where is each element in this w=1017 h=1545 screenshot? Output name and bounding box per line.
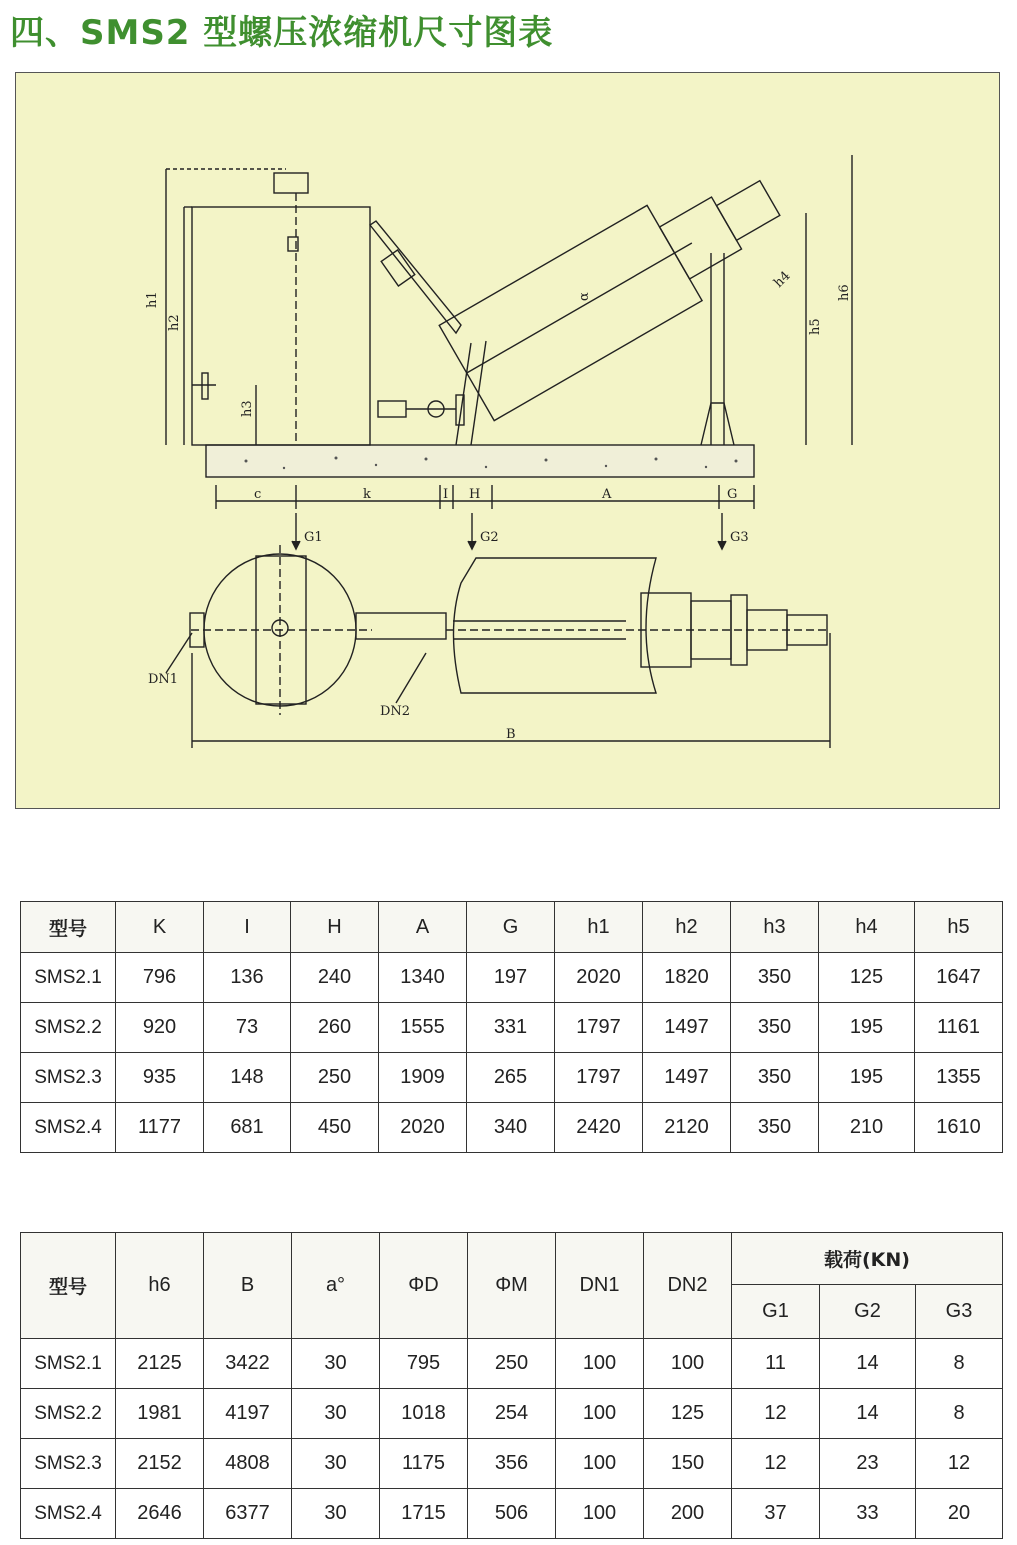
table-cell: 37 (732, 1489, 820, 1539)
table-cell: 150 (644, 1439, 732, 1489)
table-row (21, 1103, 1003, 1153)
table-row (21, 1339, 1003, 1389)
table-cell: 125 (819, 953, 915, 1003)
table-row (21, 1053, 1003, 1103)
label-h6: h6 (837, 284, 852, 301)
table-row (21, 953, 1003, 1003)
plan-drum (454, 558, 657, 693)
table2-header-row (21, 1233, 1003, 1285)
col-header: h5 (915, 902, 1003, 953)
table-cell: 1497 (643, 1053, 731, 1103)
col-header: I (204, 902, 291, 953)
col-header: 型号 (21, 902, 116, 953)
table-cell: 125 (644, 1389, 732, 1439)
table-cell: 254 (468, 1389, 556, 1439)
table-cell: 100 (556, 1339, 644, 1389)
label-k: k (363, 487, 371, 502)
tank-motor (274, 173, 308, 193)
label-DN2: DN2 (380, 704, 411, 719)
table-cell: 30 (292, 1339, 380, 1389)
table-cell: 450 (291, 1103, 379, 1153)
load-header: 载荷(KN) (732, 1233, 1003, 1285)
table-cell: 240 (291, 953, 379, 1003)
col-header: h4 (819, 902, 915, 953)
model-cell: SMS2.4 (21, 1103, 116, 1153)
table-row (21, 1489, 1003, 1539)
col-header: ΦM (468, 1233, 556, 1339)
table-cell: 356 (468, 1439, 556, 1489)
foundation-slab (206, 445, 754, 477)
model-cell: SMS2.3 (21, 1053, 116, 1103)
drawing-labels (145, 268, 852, 742)
table-cell: 1820 (643, 953, 731, 1003)
table-cell: 33 (820, 1489, 916, 1539)
label-h2: h2 (167, 314, 182, 331)
table-cell: 340 (467, 1103, 555, 1153)
feed-pipe (370, 221, 461, 333)
table-cell: 1797 (555, 1003, 643, 1053)
table-cell: 2646 (116, 1489, 204, 1539)
model-cell: SMS2.1 (21, 953, 116, 1003)
table-cell: 1555 (379, 1003, 467, 1053)
table-cell: 2420 (555, 1103, 643, 1153)
table-cell: 2020 (555, 953, 643, 1003)
col-header: H (291, 902, 379, 953)
col-header: A (379, 902, 467, 953)
col-header: h6 (116, 1233, 204, 1339)
tank-body (192, 207, 370, 445)
table-cell: 11 (732, 1339, 820, 1389)
table-cell: 1610 (915, 1103, 1003, 1153)
table-row (21, 1439, 1003, 1489)
technical-drawing (15, 72, 1000, 809)
table-row (21, 1003, 1003, 1053)
table-cell: 250 (291, 1053, 379, 1103)
label-DN1: DN1 (148, 672, 179, 687)
label-H: H (469, 487, 481, 502)
table-cell: 2125 (116, 1339, 204, 1389)
table-cell: 195 (819, 1053, 915, 1103)
col-header: h1 (555, 902, 643, 953)
table-cell: 12 (916, 1439, 1003, 1489)
table-cell: 4808 (204, 1439, 292, 1489)
table-cell: 1340 (379, 953, 467, 1003)
table-cell: 210 (819, 1103, 915, 1153)
table-cell: 350 (731, 1103, 819, 1153)
table-cell: 1175 (380, 1439, 468, 1489)
table-cell: 136 (204, 953, 291, 1003)
table-cell: 100 (556, 1389, 644, 1439)
table-cell: 1647 (915, 953, 1003, 1003)
table-cell: 8 (916, 1339, 1003, 1389)
col-header: G (467, 902, 555, 953)
table-cell: 73 (204, 1003, 291, 1053)
col-header: h3 (731, 902, 819, 953)
table-cell: 331 (467, 1003, 555, 1053)
model-cell: SMS2.3 (21, 1439, 116, 1489)
label-B: B (506, 727, 516, 742)
label-h1: h1 (145, 291, 160, 308)
table-cell: 506 (468, 1489, 556, 1539)
table-cell: 12 (732, 1389, 820, 1439)
table-cell: 1981 (116, 1389, 204, 1439)
table-cell: 30 (292, 1389, 380, 1439)
table-cell: 148 (204, 1053, 291, 1103)
drawing-svg (16, 73, 999, 808)
table-cell: 30 (292, 1439, 380, 1489)
table-cell: 23 (820, 1439, 916, 1489)
col-header: 型号 (21, 1233, 116, 1339)
table1-header-row (21, 902, 1003, 953)
label-h4: h4 (771, 268, 794, 291)
table-cell: 350 (731, 953, 819, 1003)
col-subheader: G1 (732, 1285, 820, 1339)
table-cell: 100 (556, 1489, 644, 1539)
col-subheader: G2 (820, 1285, 916, 1339)
table-cell: 350 (731, 1053, 819, 1103)
table-cell: 250 (468, 1339, 556, 1389)
label-I: I (443, 487, 449, 502)
label-h3: h3 (240, 400, 255, 417)
table-cell: 14 (820, 1389, 916, 1439)
model-cell: SMS2.2 (21, 1003, 116, 1053)
label-G3: G3 (730, 530, 749, 545)
table-cell: 100 (556, 1439, 644, 1489)
table-cell: 197 (467, 953, 555, 1003)
model-cell: SMS2.1 (21, 1339, 116, 1389)
dimension-table-1 (20, 901, 1003, 1153)
col-header: a° (292, 1233, 380, 1339)
table-cell: 20 (916, 1489, 1003, 1539)
label-h5: h5 (808, 318, 823, 335)
table-cell: 1715 (380, 1489, 468, 1539)
table-cell: 8 (916, 1389, 1003, 1439)
table-cell: 920 (116, 1003, 204, 1053)
table-cell: 30 (292, 1489, 380, 1539)
label-G2: G2 (480, 530, 499, 545)
table-cell: 14 (820, 1339, 916, 1389)
col-header: h2 (643, 902, 731, 953)
table-cell: 1161 (915, 1003, 1003, 1053)
table-row (21, 1389, 1003, 1439)
table-cell: 796 (116, 953, 204, 1003)
table-cell: 100 (644, 1339, 732, 1389)
table-cell: 1497 (643, 1003, 731, 1053)
table-cell: 681 (204, 1103, 291, 1153)
table-cell: 1909 (379, 1053, 467, 1103)
table-cell: 350 (731, 1003, 819, 1053)
plan-pipe (356, 613, 446, 639)
col-subheader: G3 (916, 1285, 1003, 1339)
table-cell: 3422 (204, 1339, 292, 1389)
col-header: DN1 (556, 1233, 644, 1339)
table-cell: 1797 (555, 1053, 643, 1103)
col-header: B (204, 1233, 292, 1339)
table-cell: 2152 (116, 1439, 204, 1489)
table-cell: 195 (819, 1003, 915, 1053)
model-cell: SMS2.4 (21, 1489, 116, 1539)
table-cell: 265 (467, 1053, 555, 1103)
col-header: K (116, 902, 204, 953)
table-cell: 795 (380, 1339, 468, 1389)
table-cell: 935 (116, 1053, 204, 1103)
model-cell: SMS2.2 (21, 1389, 116, 1439)
table-cell: 260 (291, 1003, 379, 1053)
label-G1: G1 (304, 530, 323, 545)
label-c: c (254, 487, 262, 502)
table-cell: 12 (732, 1439, 820, 1489)
label-alpha: α (577, 292, 592, 301)
table-cell: 200 (644, 1489, 732, 1539)
page-title: 四、SMS2 型螺压浓缩机尺寸图表 (10, 13, 554, 53)
col-header: ΦD (380, 1233, 468, 1339)
table-cell: 1018 (380, 1389, 468, 1439)
table-cell: 4197 (204, 1389, 292, 1439)
table-cell: 1177 (116, 1103, 204, 1153)
col-header: DN2 (644, 1233, 732, 1339)
label-G: G (727, 487, 738, 502)
table-cell: 2020 (379, 1103, 467, 1153)
screw-drum (439, 150, 797, 420)
table-cell: 2120 (643, 1103, 731, 1153)
dimension-table-2 (20, 1232, 1003, 1539)
table-cell: 6377 (204, 1489, 292, 1539)
table-cell: 1355 (915, 1053, 1003, 1103)
label-A: A (602, 487, 612, 502)
